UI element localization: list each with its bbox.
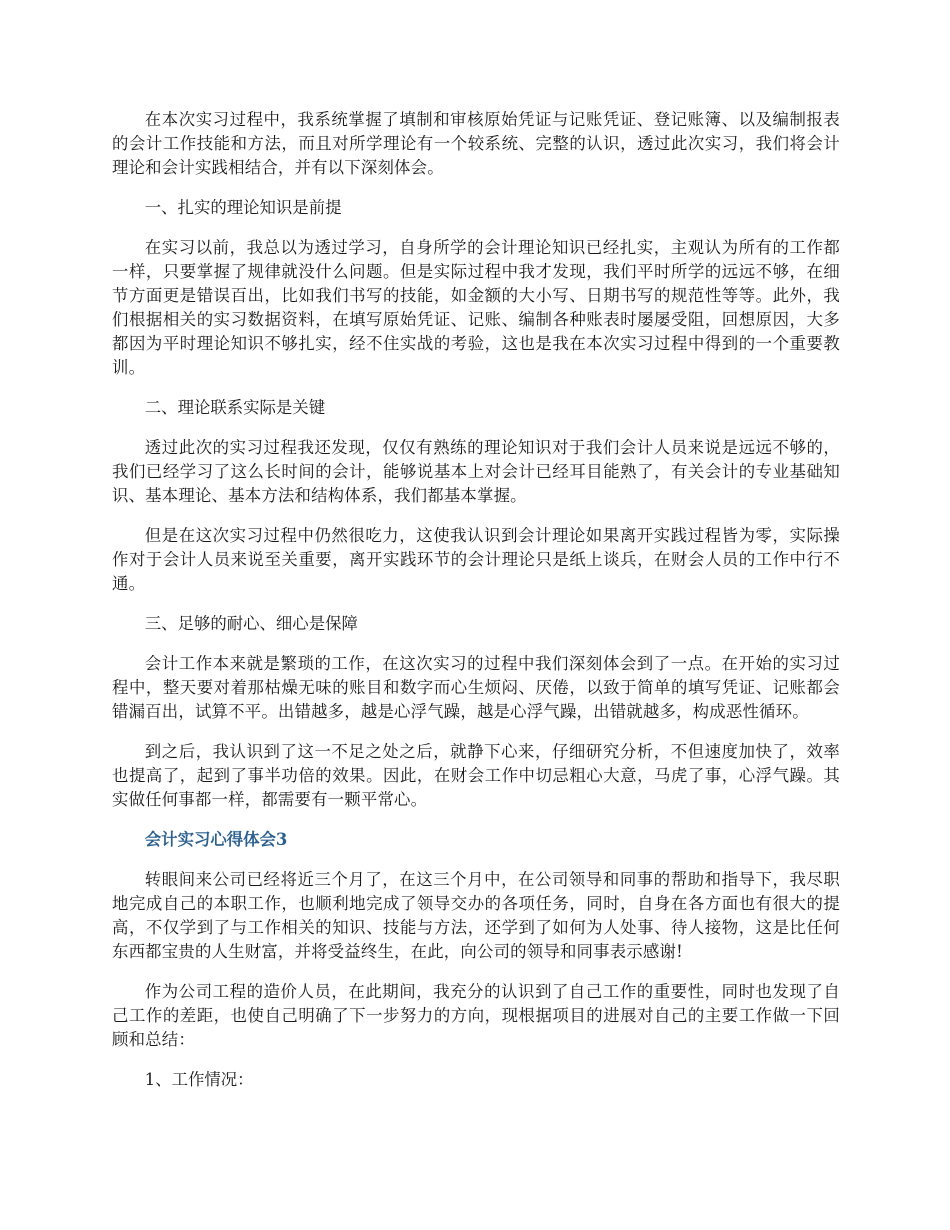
heading-patience: 三、足够的耐心、细心是保障 <box>144 614 358 633</box>
paragraph-part3-role: 作为公司工程的造价人员，在此期间，我充分的认识到了自己工作的重要性，同时也发现了自己工作的差距，也使自己明确了下一步努力的方向，现根据项目的进展对自己的主要工作做一下回顾和总结： <box>112 982 840 1049</box>
paragraph-theory-practice-2: 但是在这次实习过程中仍然很吃力，这使我认识到会计理论如果离开实践过程皆为零，实际操作对于会计人员来说至关重要，离开实践环节的会计理论只是纸上谈兵，在财会人员的工作中行不通。 <box>112 526 840 593</box>
paragraph-part3-intro: 转眼间来公司已经将近三个月了，在这三个月中，在公司领导和同事的帮助和指导下，我尽职地完成自己的本职工作，也顺利地完成了领导交办的各项任务，同时，自身在各方面也有很大的提高，不仅学到了与工作相关的知识、技能与方法，还学到了如何为人处事、待人接物，这是比任何东西都宝贵的人生财富，并将受益终生，在此，向公司的领导和同事表示感谢! <box>112 870 840 961</box>
heading-theory-foundation: 一、扎实的理论知识是前提 <box>144 198 342 217</box>
paragraph-intro: 在本次实习过程中，我系统掌握了填制和审核原始凭证与记账凭证、登记账簿、以及编制报表的会计工作技能和方法，而且对所学理论有一个较系统、完整的认识，透过此次实习，我们将会计理论和会计实践相结合，并有以下深刻体会。 <box>112 110 840 177</box>
heading-work-status: 1、工作情况： <box>144 1070 254 1089</box>
document-page <box>112 108 840 1108</box>
paragraph-patience-2: 到之后，我认识到了这一不足之处之后，就静下心来，仔细研究分析，不但速度加快了，效率也提高了，起到了事半功倍的效果。因此，在财会工作中切忌粗心大意，马虎了事，心浮气躁。其实做任何事都一样，都需要有一颗平常心。 <box>112 742 840 809</box>
paragraph-theory-foundation: 在实习以前，我总以为透过学习，自身所学的会计理论知识已经扎实，主观认为所有的工作都一样，只要掌握了规律就没什么问题。但是实际过程中我才发现，我们平时所学的远远不够，在细节方面更是错误百出，比如我们书写的技能，如金额的大小写、日期书写的规范性等等。此外，我们根据相关的实习数据资料，在填写原始凭证、记账、编制各种账表时屡屡受阻，回想原因，大多都因为平时理论知识不够扎实，经不住实战的考验，这也是我在本次实习过程中得到的一个重要教训。 <box>112 238 840 377</box>
heading-theory-practice: 二、理论联系实际是关键 <box>144 398 326 417</box>
paragraph-theory-practice-1: 透过此次的实习过程我还发现，仅仅有熟练的理论知识对于我们会计人员来说是远远不够的，我们已经学习了这么长时间的会计，能够说基本上对会计已经耳目能熟了，有关会计的专业基础知识、基本理论、基本方法和结构体系，我们都基本掌握。 <box>112 438 840 505</box>
paragraph-patience-1: 会计工作本来就是繁琐的工作，在这次实习的过程中我们深刻体会到了一点。在开始的实习过程中，整天要对着那枯燥无味的账目和数字而心生烦闷、厌倦，以致于简单的填写凭证、记账都会错漏百出，试算不平。出错越多，越是心浮气躁，越是心浮气躁，出错就越多，构成恶性循环。 <box>112 654 840 721</box>
section-title-part3: 会计实习心得体会3 <box>144 830 288 849</box>
